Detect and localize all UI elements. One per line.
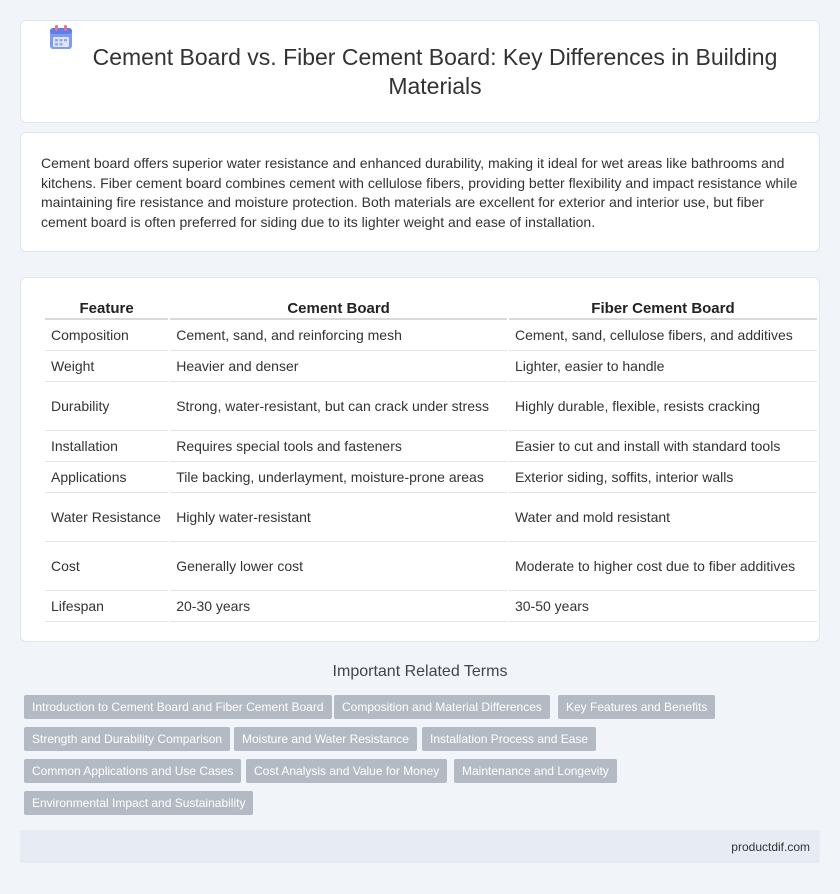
comparison-table-card (20, 277, 820, 642)
cement-board-cell: Highly water-resistant (170, 493, 507, 542)
feature-cell: Durability (45, 382, 168, 431)
footer-site-name[interactable]: productdif.com (731, 840, 810, 854)
related-term-link[interactable]: Environmental Impact and Sustainability (24, 791, 253, 815)
table-row (45, 351, 817, 382)
feature-cell: Composition (45, 320, 168, 351)
intro-paragraph: Cement board offers superior water resistance and enhanced durability, making it ideal for wet areas like bathrooms and kitchens. Fiber cement board combines cement with cellulose fibers, providing better flexibility and impact resistance while maintaining fire resistance and moisture protection. Both materials are excellent for exterior and interior use, but fiber cement board is often preferred for siding due to its lighter weight and ease of installation. (41, 155, 798, 230)
related-term-link[interactable]: Strength and Durability Comparison (24, 727, 230, 751)
footer (20, 830, 820, 863)
related-term-link[interactable]: Moisture and Water Resistance (234, 727, 417, 751)
related-terms-title: Important Related Terms (332, 663, 508, 680)
table-row (45, 320, 817, 351)
column-header-feature: Feature (45, 296, 168, 320)
feature-cell: Lifespan (45, 591, 168, 622)
table-row (45, 493, 817, 542)
related-term-link[interactable]: Maintenance and Longevity (454, 759, 617, 783)
intro-card (20, 132, 820, 252)
fiber-cement-board-cell: Moderate to higher cost due to fiber additives (509, 542, 817, 591)
related-term-link[interactable]: Composition and Material Differences (334, 695, 550, 719)
fiber-cement-board-cell: 30-50 years (509, 591, 817, 622)
cement-board-cell: Heavier and denser (170, 351, 507, 382)
page-title: Cement Board vs. Fiber Cement Board: Key Differences in Building Materials (92, 44, 778, 99)
cement-board-cell: 20-30 years (170, 591, 507, 622)
related-term-link[interactable]: Common Applications and Use Cases (24, 759, 241, 783)
fiber-cement-board-cell: Water and mold resistant (509, 493, 817, 542)
feature-cell: Water Resistance (45, 493, 168, 542)
table-header-row (45, 296, 817, 320)
comparison-table (43, 296, 819, 622)
related-term-link[interactable]: Installation Process and Ease (422, 727, 596, 751)
cement-board-cell: Generally lower cost (170, 542, 507, 591)
fiber-cement-board-cell: Highly durable, flexible, resists cracking (509, 382, 817, 431)
cement-board-cell: Strong, water-resistant, but can crack under stress (170, 382, 507, 431)
cement-board-cell: Cement, sand, and reinforcing mesh (170, 320, 507, 351)
table-row (45, 591, 817, 622)
column-header-fiber-cement-board: Fiber Cement Board (509, 296, 817, 320)
table-row (45, 431, 817, 462)
fiber-cement-board-cell: Lighter, easier to handle (509, 351, 817, 382)
header-card (20, 20, 820, 123)
fiber-cement-board-cell: Cement, sand, cellulose fibers, and additives (509, 320, 817, 351)
feature-cell: Cost (45, 542, 168, 591)
cement-board-cell: Tile backing, underlayment, moisture-prone areas (170, 462, 507, 493)
related-term-link[interactable]: Introduction to Cement Board and Fiber Cement Board (24, 695, 332, 719)
fiber-cement-board-cell: Easier to cut and install with standard tools (509, 431, 817, 462)
related-term-link[interactable]: Cost Analysis and Value for Money (246, 759, 447, 783)
related-term-link[interactable]: Key Features and Benefits (558, 695, 715, 719)
table-row (45, 382, 817, 431)
table-row (45, 462, 817, 493)
cement-board-cell: Requires special tools and fasteners (170, 431, 507, 462)
feature-cell: Applications (45, 462, 168, 493)
feature-cell: Weight (45, 351, 168, 382)
column-header-cement-board: Cement Board (170, 296, 507, 320)
table-row (45, 542, 817, 591)
fiber-cement-board-cell: Exterior siding, soffits, interior walls (509, 462, 817, 493)
feature-cell: Installation (45, 431, 168, 462)
